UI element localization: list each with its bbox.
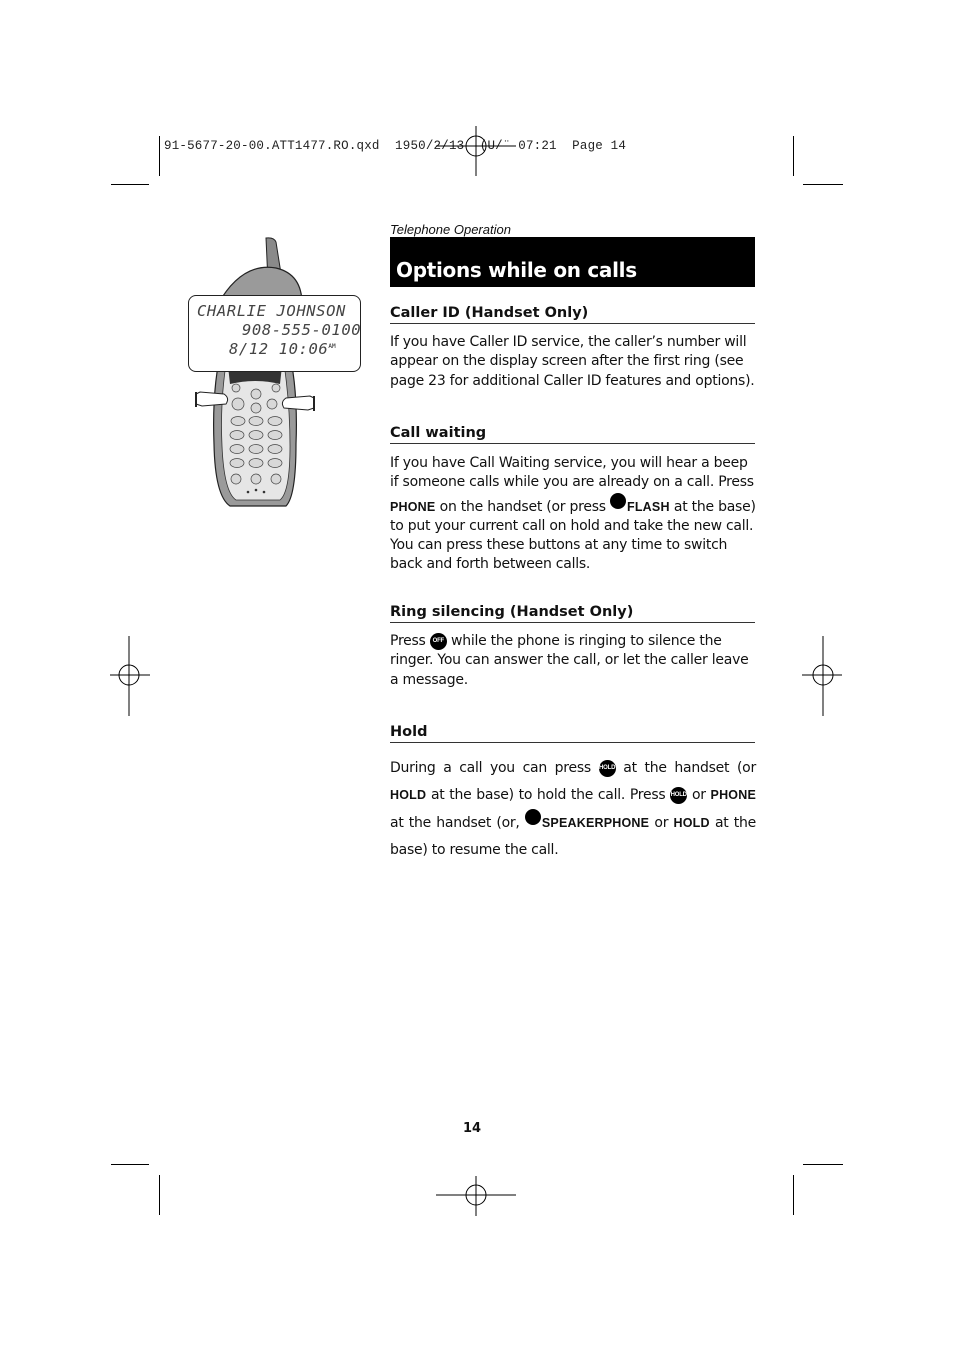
hold-key-label: HOLD (673, 816, 710, 830)
section-label: Telephone Operation (390, 222, 511, 237)
display-caller-name: CHARLIE JOHNSON (197, 302, 346, 320)
hold-text: During a call you can press HOLD at the handset (or HOLD at the base) to hold the call. Press HOLD or PHONE at the handset (or, SPEAKERPHONE or HOLD at the base) to resume the call. (390, 760, 757, 858)
crop-mark (111, 1164, 149, 1165)
hold-button-icon: HOLD (670, 787, 687, 804)
crop-mark (159, 136, 160, 176)
speakerphone-button-icon (525, 809, 541, 825)
crop-mark (793, 1175, 794, 1215)
call-waiting-heading: Call waiting (390, 425, 755, 444)
speakerphone-key-label: SPEAKERPHONE (541, 816, 650, 830)
registration-mark-icon (436, 126, 516, 176)
registration-mark-icon (436, 1176, 516, 1216)
crop-mark (111, 184, 149, 185)
page-number: 14 (463, 1121, 482, 1136)
print-slug: 91-5677-20-00.ATT1477.RO.qxd 1950/2/13 (U/¨ 07:21 Page 14 (164, 139, 627, 153)
crop-mark (793, 136, 794, 176)
phone-key-label: PHONE (390, 499, 436, 514)
ring-silencing-heading: Ring silencing (Handset Only) (390, 604, 755, 623)
crop-mark (159, 1175, 160, 1215)
display-caller-number: 908-555-0100 (242, 321, 362, 339)
page-title: Options while on calls (396, 258, 637, 282)
call-waiting-text: If you have Call Waiting service, you will hear a beep if someone calls while you are already on a call. Press PHONE on the handset (or press FLASH at the base) to put your current call on hold and take the new call. You can press these buttons at any time to switch back and forth between calls. (390, 455, 756, 573)
phone-key-label: PHONE (710, 788, 756, 802)
display-date-time: 8/12 $10:06^{AM}$ (229, 340, 336, 358)
cordless-handset-illustration (190, 234, 330, 512)
hold-heading: Hold (390, 724, 755, 743)
flash-button-icon (610, 493, 626, 509)
crop-mark (803, 1164, 843, 1165)
handset-display-callout (188, 295, 361, 372)
caller-id-heading: Caller ID (Handset Only) (390, 305, 755, 324)
registration-mark-icon (802, 636, 842, 716)
flash-key-label: FLASH (627, 499, 670, 514)
hold-button-icon: HOLD (599, 760, 616, 777)
crop-mark (803, 184, 843, 185)
off-button-icon: OFF (430, 633, 447, 650)
hold-key-label: HOLD (390, 788, 427, 802)
ring-silencing-text: Press OFF while the phone is ringing to silence the ringer. You can answer the call, or let the caller leave a message. (390, 633, 749, 688)
title-bar (390, 237, 755, 287)
caller-id-text: If you have Caller ID service, the caller’s number will appear on the display screen after the first ring (see page 23 for additional Caller ID features and options). (390, 334, 755, 389)
registration-mark-icon (110, 636, 150, 716)
